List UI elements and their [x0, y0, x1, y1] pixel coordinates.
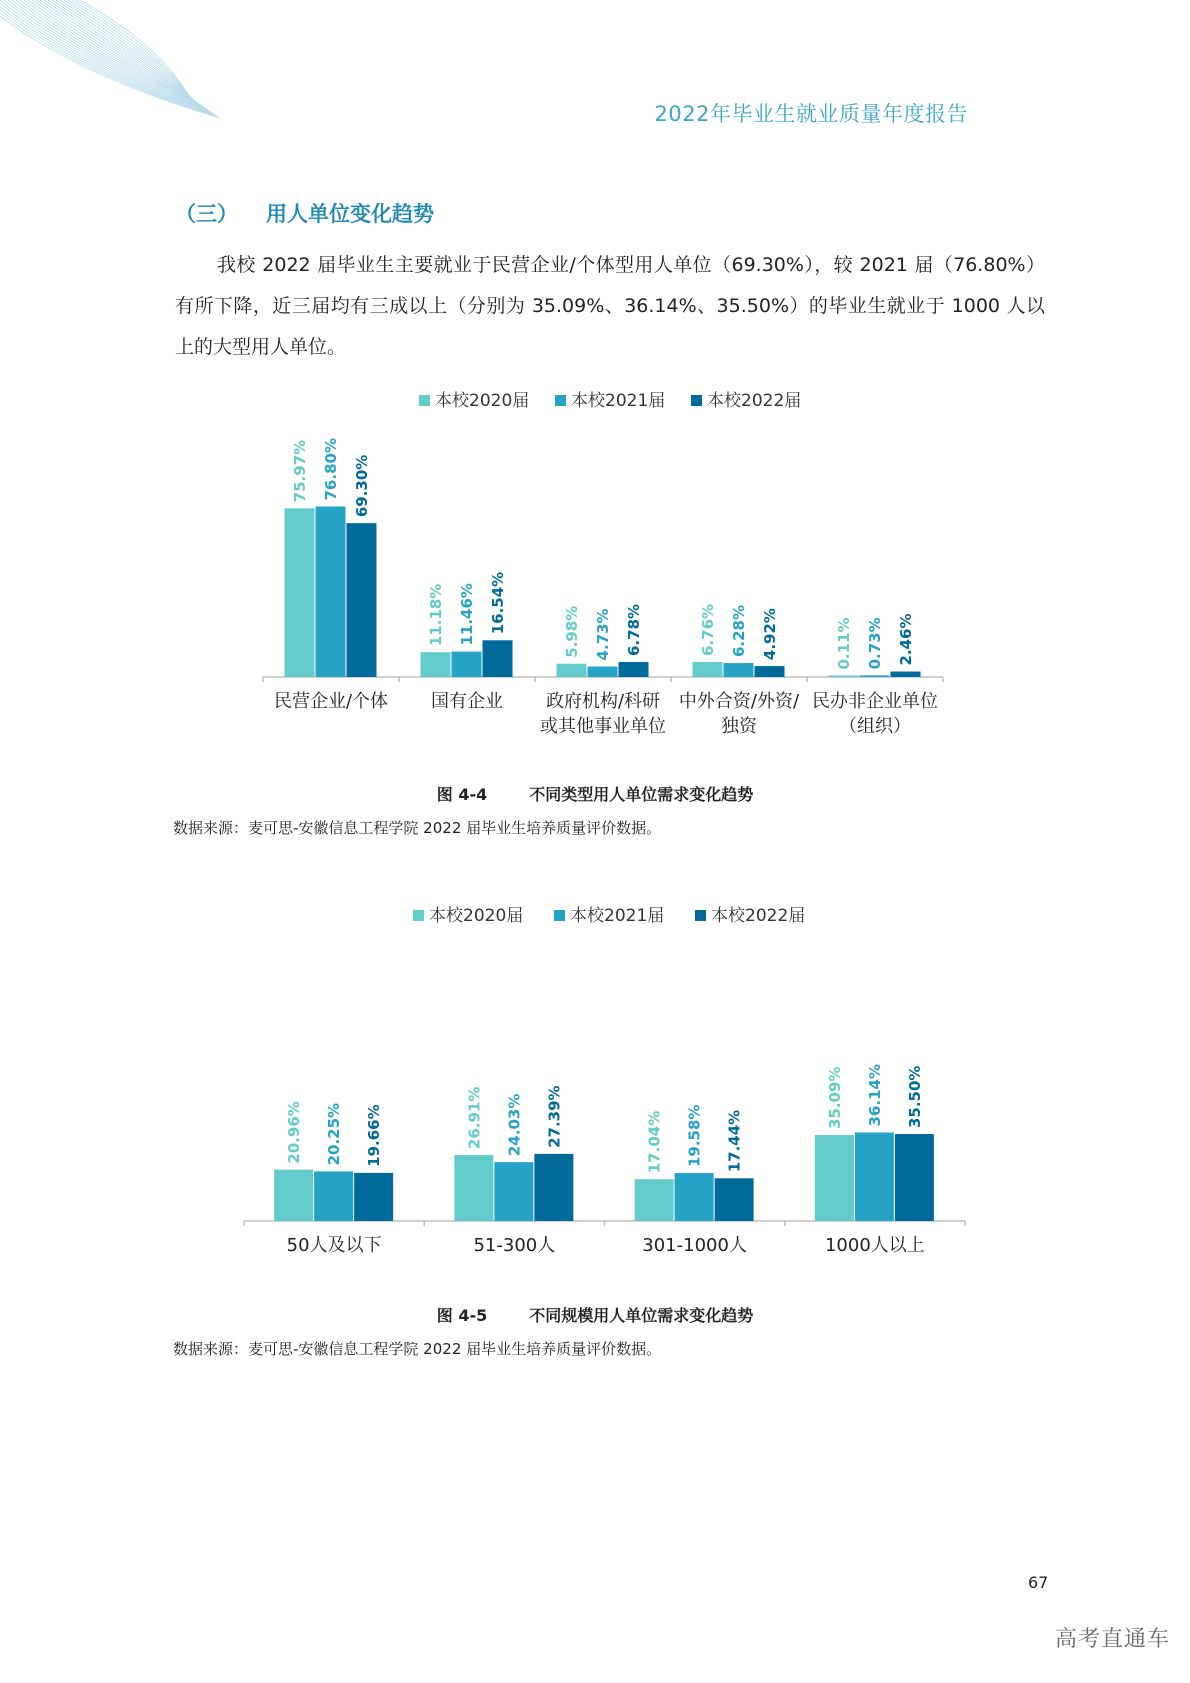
- category-label: 301-1000人: [642, 1235, 747, 1256]
- bar: [454, 1155, 493, 1221]
- bar: [557, 664, 587, 677]
- decoration-line: [44, 0, 201, 105]
- data-label: 35.50%: [905, 1065, 924, 1129]
- section-number: （三）: [175, 202, 238, 226]
- bar: [635, 1179, 674, 1221]
- data-label: 4.92%: [761, 608, 779, 661]
- unit-type-chart: [0, 385, 1190, 749]
- figure-4-4-caption: [0, 782, 1190, 805]
- legend-swatch: [695, 910, 706, 921]
- data-label: 0.73%: [866, 617, 884, 670]
- data-label: 19.58%: [685, 1104, 704, 1168]
- data-label: 17.04%: [645, 1110, 664, 1174]
- data-label: 11.46%: [458, 583, 476, 646]
- bar: [675, 1173, 714, 1221]
- header-decoration: [0, 0, 240, 130]
- legend-swatch: [691, 395, 702, 406]
- figure-4-5-caption: [0, 1303, 1190, 1326]
- data-label: 69.30%: [353, 454, 371, 518]
- category-label: 民办非企业单位: [812, 691, 938, 712]
- bar: [588, 666, 618, 677]
- legend-label: 本校2021届: [571, 391, 666, 411]
- category-label: 中外合资/外资/: [678, 691, 800, 712]
- category-label: 50人及以下: [286, 1235, 382, 1256]
- legend-swatch: [554, 910, 565, 921]
- bar: [316, 507, 346, 677]
- bar: [534, 1154, 573, 1221]
- data-label: 6.28%: [730, 605, 748, 658]
- data-label: 20.96%: [285, 1101, 304, 1164]
- bar: [494, 1162, 533, 1221]
- legend-label: 本校2022届: [711, 906, 806, 926]
- data-label: 6.76%: [699, 603, 717, 656]
- data-label: 36.14%: [865, 1063, 884, 1127]
- bar: [354, 1173, 393, 1221]
- section-title: 用人单位变化趋势: [266, 202, 434, 226]
- intro-paragraph: 我校 2022 届毕业生主要就业于民营企业/个体型用人单位（69.30%），较 2021 届（76.80%）有所下降，近三届均有三成以上（分别为 35.09%、36.14%、35.50%）的毕业生就业于 1000 人以上的大型用人单位。: [175, 254, 1045, 358]
- bar: [855, 1132, 894, 1221]
- page-number: 67: [1028, 1573, 1049, 1592]
- data-label: 20.25%: [325, 1102, 344, 1166]
- section-heading: [175, 198, 434, 228]
- figure-4-4-source: 数据来源：麦可思-安徽信息工程学院 2022 届毕业生培养质量评价数据。: [173, 819, 662, 837]
- figure-4-4-label: 图 4-4: [436, 785, 488, 804]
- figure-4-5-source: 数据来源：麦可思-安徽信息工程学院 2022 届毕业生培养质量评价数据。: [173, 1340, 662, 1358]
- watermark: 高考直通车: [1054, 1627, 1170, 1652]
- data-label: 2.46%: [897, 613, 915, 666]
- legend-swatch: [419, 395, 430, 406]
- bar: [693, 662, 723, 677]
- bar: [421, 652, 451, 677]
- category-label: 独资: [721, 716, 757, 737]
- unit-size-chart-svg: [0, 890, 1190, 1270]
- category-label: 1000人以上: [824, 1235, 925, 1256]
- data-label: 27.39%: [545, 1085, 564, 1148]
- category-label: 国有企业: [431, 691, 503, 712]
- data-label: 11.18%: [427, 583, 445, 647]
- legend-label: 本校2022届: [707, 391, 802, 411]
- bar: [347, 523, 377, 677]
- legend-label: 本校2020届: [429, 906, 524, 926]
- bar: [895, 1134, 934, 1221]
- bar: [755, 666, 785, 677]
- bar: [285, 508, 315, 677]
- data-label: 76.80%: [322, 438, 340, 501]
- bar: [715, 1178, 754, 1221]
- category-label: （组织）: [839, 716, 911, 737]
- legend-swatch: [555, 395, 566, 406]
- data-label: 4.73%: [594, 608, 612, 661]
- data-label: 16.54%: [489, 571, 507, 635]
- data-label: 24.03%: [505, 1093, 524, 1157]
- figure-4-5-title: 不同规模用人单位需求变化趋势: [529, 1306, 754, 1325]
- bar: [314, 1171, 353, 1221]
- data-label: 17.44%: [725, 1109, 744, 1173]
- bar: [891, 672, 921, 677]
- data-label: 26.91%: [465, 1086, 484, 1150]
- unit-size-chart: [0, 890, 1190, 1274]
- bar: [860, 675, 890, 677]
- bar: [724, 663, 754, 677]
- bar: [815, 1135, 854, 1221]
- unit-type-chart-svg: [0, 385, 1190, 745]
- bar: [452, 652, 482, 677]
- category-label: 政府机构/科研: [545, 691, 661, 712]
- report-title: 2022年毕业生就业质量年度报告: [654, 102, 968, 126]
- data-label: 19.66%: [365, 1104, 384, 1167]
- bar: [274, 1170, 313, 1221]
- figure-4-5-label: 图 4-5: [436, 1306, 488, 1325]
- bar: [483, 640, 513, 677]
- data-label: 5.98%: [563, 605, 581, 658]
- category-label: 民营企业/个体: [273, 691, 389, 712]
- bar: [619, 662, 649, 677]
- category-label: 51-300人: [473, 1235, 556, 1256]
- data-label: 35.09%: [825, 1066, 844, 1130]
- legend-swatch: [413, 910, 424, 921]
- data-label: 6.78%: [625, 603, 643, 656]
- figure-4-4-title: 不同类型用人单位需求变化趋势: [529, 785, 754, 804]
- data-label: 0.11%: [835, 617, 853, 670]
- legend-label: 本校2020届: [435, 391, 530, 411]
- data-label: 75.97%: [291, 439, 309, 503]
- category-label: 或其他事业单位: [540, 716, 666, 737]
- bar: [829, 676, 859, 678]
- legend-label: 本校2021届: [570, 906, 665, 926]
